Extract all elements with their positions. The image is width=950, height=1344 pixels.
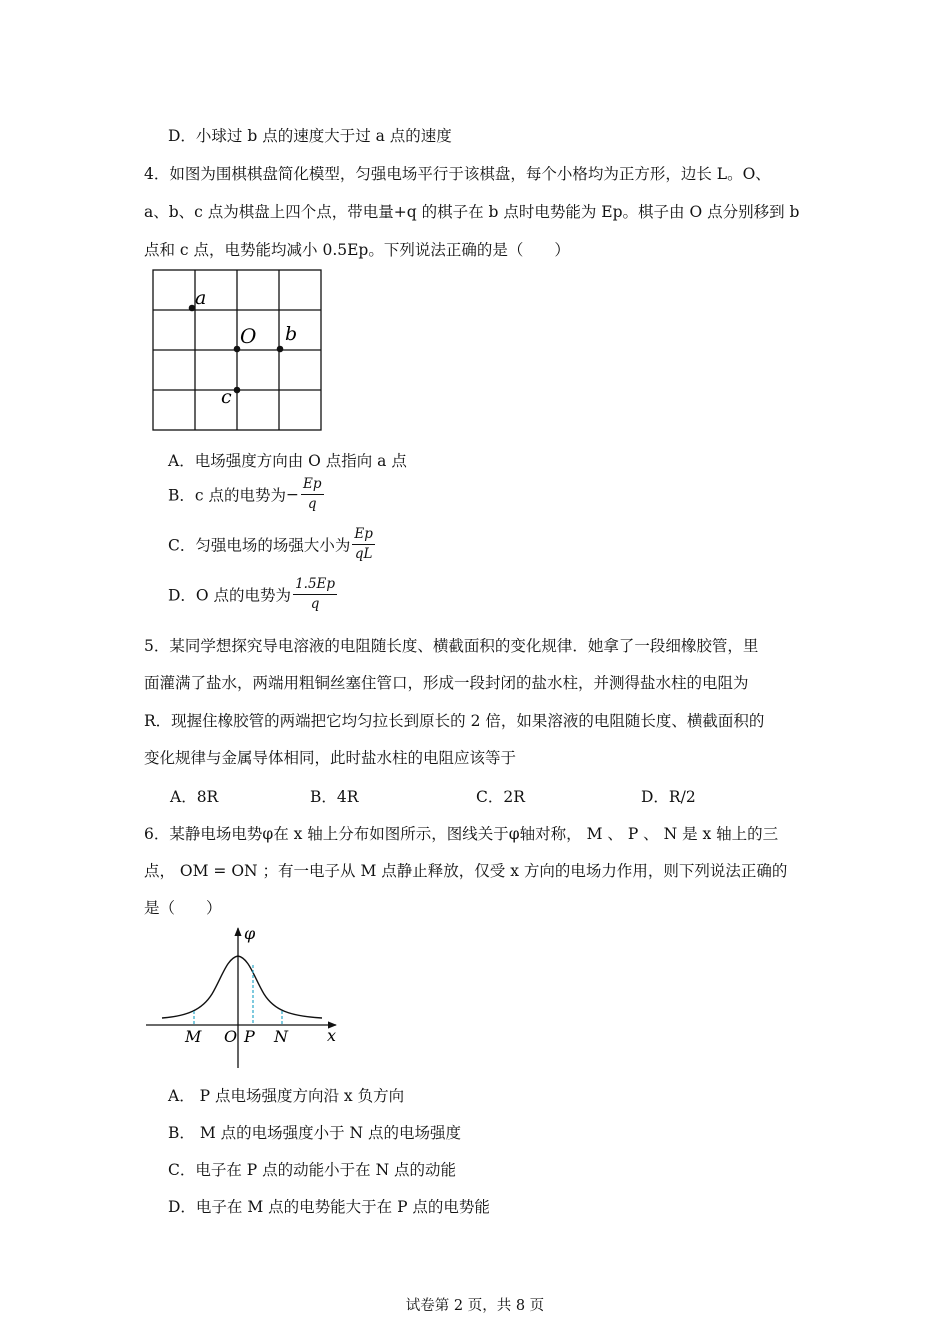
fraction-numerator: 1.5Ep [293,578,337,595]
potential-graph [142,922,347,1072]
page-footer: 试卷第 2 页，共 8 页 [405,1298,545,1314]
q5-stem-line-2: 面灌满了盐水，两端用粗铜丝塞住管口，形成一段封闭的盐水柱，并测得盐水柱的电阻为 [144,674,749,692]
fraction-denominator: qL [354,545,373,562]
potential-curve [162,956,322,1018]
label-o: O [224,1027,238,1046]
fraction-numerator: Ep [352,528,375,545]
q6-stem-line-3: 是（ ） [144,899,222,917]
q5-stem-line-4: 变化规律与金属导体相同，此时盐水柱的电阻应该等于 [144,749,517,767]
fraction-numerator: Ep [301,478,324,495]
q4-option-a: A．电场强度方向由 O 点指向 a 点 [168,452,407,470]
label-p: P [244,1027,255,1046]
go-board-figure [148,266,328,434]
minus-sign: − [286,485,299,504]
q6-stem-line-2: 点， OM = ON ；有一电子从 M 点静止释放，仅受 x 方向的电场力作用，则下列说法正确的 [144,862,788,880]
q5-stem-line-1: 5．某同学想探究导电溶液的电阻随长度、横截面积的变化规律．她拿了一段细橡胶管，里 [144,637,759,655]
q5-option-d: D．R/2 [641,788,696,806]
fraction-denominator: q [310,595,320,612]
q4-option-c [168,528,377,561]
label-a: a [195,287,207,309]
label-phi: φ [244,924,256,943]
q6-option-b: B． M 点的电场强度小于 N 点的电场强度 [168,1124,462,1142]
label-c: c [221,386,232,408]
q5-option-a: A．8R [170,788,219,806]
fraction-denominator: q [307,495,317,512]
fraction [301,478,324,511]
q5-option-c: C．2R [476,788,525,806]
q6-stem-line-1: 6．某静电场电势φ在 x 轴上分布如图所示，图线关于φ轴对称， M 、 P 、 N 是 x 轴上的三 [144,825,779,843]
label-o: O [240,324,257,348]
label-b: b [285,323,298,345]
label-m: M [185,1027,202,1046]
q4-option-d-text: D．O 点的电势为 [168,586,292,605]
point-c [234,387,241,394]
fraction [352,528,375,561]
q4-option-b [168,478,326,511]
q4-stem-line-1: 4．如图为围棋棋盘简化模型，匀强电场平行于该棋盘，每个小格均为正方形，边长 L。O、 [144,165,771,183]
q6-option-d: D．电子在 M 点的电势能大于在 P 点的电势能 [168,1198,490,1216]
q4-option-b-text: B．c 点的电势为 [168,486,286,505]
q4-option-d [168,578,339,611]
q5-stem-line-3: R．现握住橡胶管的两端把它均匀拉长到原长的 2 倍，如果溶液的电阻随长度、横截面积的 [144,712,765,730]
q3-option-d: D．小球过 b 点的速度大于过 a 点的速度 [168,127,452,145]
point-b [277,346,284,353]
label-x: x [327,1026,337,1045]
q5-option-b: B．4R [310,788,359,806]
label-n: N [274,1027,288,1046]
q6-option-a: A． P 点电场强度方向沿 x 负方向 [168,1087,405,1105]
q6-option-c: C．电子在 P 点的动能小于在 N 点的动能 [168,1161,457,1179]
q4-option-c-text: C．匀强电场的场强大小为 [168,536,351,555]
q4-stem-line-3: 点和 c 点，电势能均减小 0.5Ep。下列说法正确的是（ ） [144,241,570,259]
fraction [293,578,337,611]
q4-stem-line-2: a、b、c 点为棋盘上四个点，带电量+q 的棋子在 b 点时电势能为 Ep。棋子由 O 点分别移到 b [144,203,800,221]
